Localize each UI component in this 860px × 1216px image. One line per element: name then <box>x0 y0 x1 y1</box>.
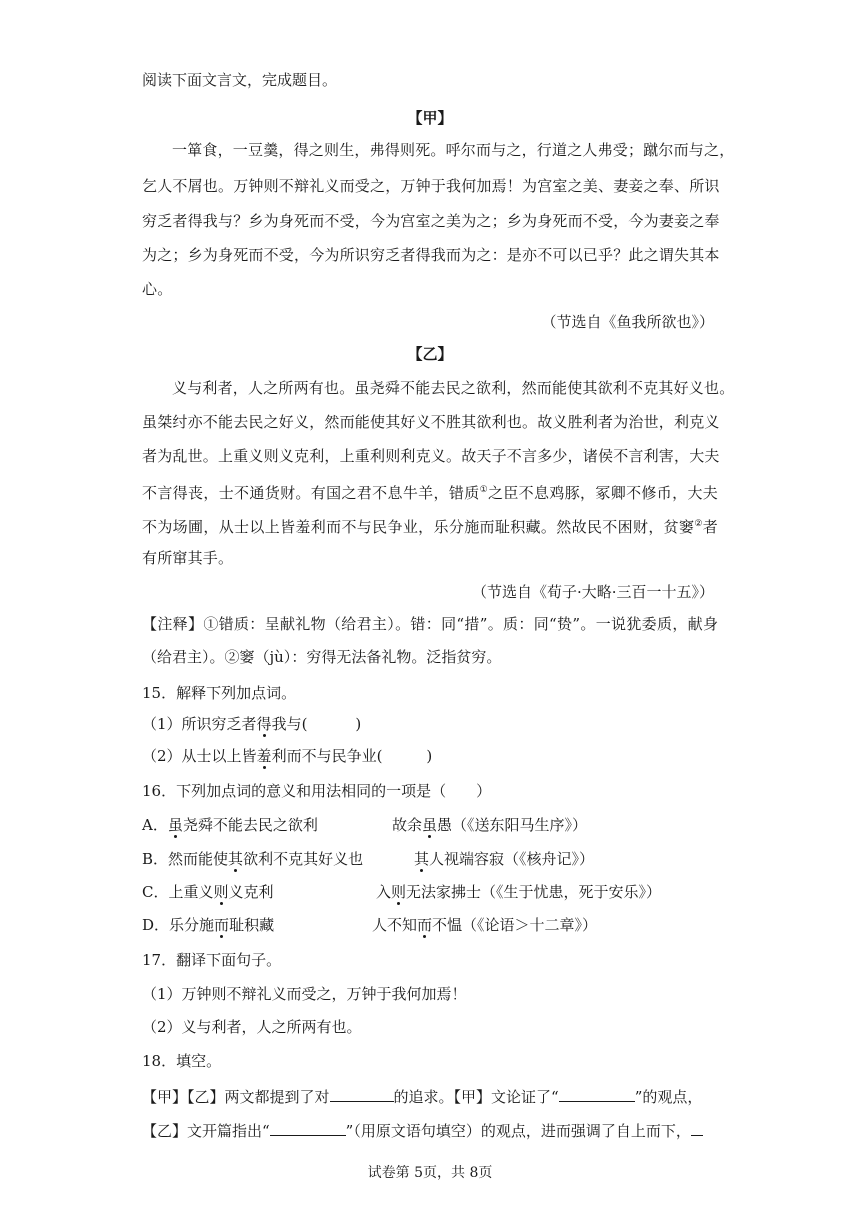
q16-option-b-compare: 其人视端容寂（《核舟记》） <box>414 850 595 868</box>
yi-line-4-text-b: 之臣不息鸡豚，冢卿不修币，大夫 <box>487 484 718 502</box>
q18-line-2 <box>142 1119 703 1141</box>
q18-blank-2[interactable] <box>559 1085 635 1102</box>
q16-option-a[interactable] <box>142 815 318 835</box>
option-a-sentence-a: 虽尧舜不能去民之欲利 <box>167 816 318 834</box>
option-c-sentence-a: 上重义则义克利 <box>168 883 274 901</box>
q16-option-b[interactable] <box>142 849 363 869</box>
passage-jia-title: 【甲】 <box>407 109 453 127</box>
page-footer: 试卷第 5页，共 8页 <box>367 1165 493 1181</box>
q18-line-2-text-a: 【乙】文开篇指出“ <box>142 1122 270 1140</box>
q15-stem: 15．解释下列加点词。 <box>142 684 297 702</box>
instruction: 阅读下面文言文，完成题目。 <box>142 71 338 89</box>
q18-line-1-text-b: 的追求。【甲】文论证了“ <box>393 1088 559 1106</box>
q18-blank-3[interactable] <box>270 1119 346 1136</box>
yi-line-5-text-b: 者 <box>702 518 718 536</box>
note-marker-2: ② <box>694 519 703 529</box>
q18-line-2-text-b: ”（用原文语句填空）的观点，进而强调了自上而下， <box>345 1122 691 1140</box>
q15-item-2-text-a: （2）从士以上皆 <box>142 747 257 765</box>
option-d-sentence-a: 乐分施而耻积藏 <box>169 916 275 934</box>
passage-yi-title: 【乙】 <box>407 345 453 363</box>
q15-item-1-close: ) <box>355 715 362 733</box>
notes-line-2: （给君主）。②窭（jù）：穷得无法备礼物。泛指贫穷。 <box>142 648 502 666</box>
q17-stem: 17．翻译下面句子。 <box>142 951 282 969</box>
q16-option-a-compare: 故余虽愚（《送东阳马生序》） <box>392 816 588 834</box>
q18-blank-4[interactable] <box>691 1119 703 1136</box>
yi-line-6: 有所窜其手。 <box>142 549 234 567</box>
jia-line-1: 一箪食，一豆羹，得之则生，弗得则死。呼尔而与之，行道之人弗受；蹴尔而与之， <box>172 141 735 159</box>
note-marker-1: ① <box>479 485 488 495</box>
option-letter: C． <box>142 883 169 901</box>
q16-option-d-compare: 人不知而不愠（《论语＞十二章》） <box>372 916 598 934</box>
notes-line-1: 【注释】①错质：呈献礼物（给君主）。错：同“措”。质：同“贽”。一说犹委质，献身 <box>142 615 718 633</box>
jia-line-2: 乞人不屑也。万钟则不辩礼义而受之，万钟于我何加焉！为宫室之美、妻妾之奉、所识 <box>142 177 720 195</box>
q15-item-1-text-a: （1）所识穷乏者 <box>142 715 257 733</box>
option-c-dotted-word: 则 <box>213 883 229 901</box>
option-d-dotted-word: 而 <box>214 916 230 934</box>
yi-line-4-text-a: 不言得丧，士不通货财。有国之君不息牛羊，错质 <box>142 484 480 502</box>
option-letter: D． <box>142 916 170 934</box>
q15-item-1 <box>142 714 361 734</box>
q18-line-1-text-c: ”的观点， <box>634 1088 703 1106</box>
q16-option-d[interactable] <box>142 915 274 935</box>
jia-line-3: 穷乏者得我与？乡为身死而不受，今为宫室之美为之；乡为身死而不受，今为妻妾之奉 <box>142 212 720 230</box>
q18-stem: 18．填空。 <box>142 1052 222 1070</box>
jia-line-4: 为之；乡为身死而不受，今为所识穷乏者得我而为之：是亦不可以已乎？此之谓失其本 <box>142 246 720 264</box>
q15-item-1-dotted-word: 得 <box>256 715 272 733</box>
q17-sentence-1: （1）万钟则不辩礼义而受之，万钟于我何加焉！ <box>142 985 467 1003</box>
q15-item-2-dotted-word: 羞 <box>256 747 272 765</box>
option-b-compare-dotted-word: 其 <box>414 850 430 868</box>
q17-sentence-2: （2）义与利者，人之所两有也。 <box>142 1018 362 1036</box>
option-letter: A． <box>142 816 168 834</box>
yi-line-1: 义与利者，人之所两有也。虽尧舜不能去民之欲利，然而能使其欲利不克其好义也。 <box>172 379 735 397</box>
q18-line-1 <box>142 1085 702 1107</box>
q16-option-c[interactable] <box>142 882 274 902</box>
yi-source: （节选自《荀子·大略·三百一十五》） <box>471 583 714 601</box>
q15-item-2 <box>142 746 432 766</box>
yi-line-3: 者为乱世。上重义则义克利，上重利则利克义。故天子不言多少，诸侯不言利害，大夫 <box>142 447 720 465</box>
q15-item-2-text-b: 利而不与民争业( <box>271 747 383 765</box>
yi-line-2: 虽桀纣亦不能去民之好义，然而能使其好义不胜其欲利也。故义胜利者为治世，利克义 <box>142 413 720 431</box>
option-c-compare-dotted-word: 则 <box>391 883 407 901</box>
option-d-compare-dotted-word: 而 <box>417 916 433 934</box>
q16-option-c-compare: 入则无法家拂士（《生于忧患，死于安乐》） <box>376 883 662 901</box>
option-b-sentence-a: 然而能使其欲利不克其好义也 <box>168 850 364 868</box>
q18-blank-1[interactable] <box>330 1085 394 1102</box>
q15-item-1-text-b: 我与( <box>271 715 308 733</box>
option-b-dotted-word: 其 <box>228 850 244 868</box>
option-a-dotted-word: 虽 <box>167 816 183 834</box>
q16-stem: 16．下列加点词的意义和用法相同的一项是（ ） <box>142 782 492 800</box>
option-a-compare-dotted-word: 虽 <box>422 816 438 834</box>
yi-line-4 <box>142 480 718 503</box>
jia-line-5: 心。 <box>142 280 173 298</box>
yi-line-5 <box>142 514 718 537</box>
q18-line-1-text-a: 【甲】【乙】两文都提到了对 <box>142 1088 330 1106</box>
jia-source: （节选自《鱼我所欲也》） <box>541 313 714 331</box>
q15-item-2-close: ) <box>426 747 433 765</box>
yi-line-5-text-a: 不为场圃，从士以上皆羞利而不与民争业，乐分施而耻积藏。然故民不困财，贫窭 <box>142 518 695 536</box>
option-letter: B． <box>142 850 169 868</box>
